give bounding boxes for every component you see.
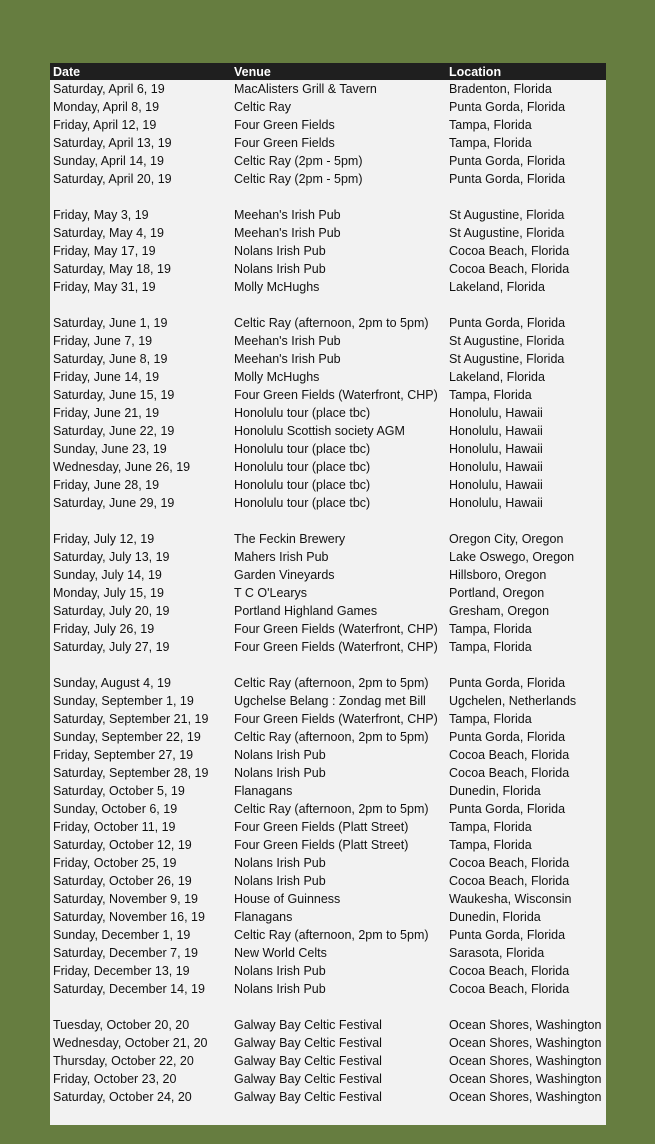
venue-cell: Four Green Fields (Waterfront, CHP) (234, 388, 438, 402)
date-cell: Friday, June 14, 19 (53, 370, 160, 384)
venue-cell: Galway Bay Celtic Festival (234, 1072, 382, 1086)
location-cell: Honolulu, Hawaii (449, 442, 543, 456)
table-row (50, 854, 606, 872)
date-cell: Saturday, October 24, 20 (53, 1090, 192, 1104)
date-cell: Saturday, May 4, 19 (53, 226, 164, 240)
venue-cell: Four Green Fields (Platt Street) (234, 820, 409, 834)
location-cell: St Augustine, Florida (449, 208, 565, 222)
table-row (50, 710, 606, 728)
venue-cell: Garden Vineyards (234, 568, 335, 582)
venue-cell: Four Green Fields (Platt Street) (234, 838, 409, 852)
location-cell: Punta Gorda, Florida (449, 928, 566, 942)
venue-cell: Honolulu tour (place tbc) (234, 478, 371, 492)
venue-cell: Meehan's Irish Pub (234, 352, 341, 366)
table-row (50, 494, 606, 512)
location-cell: Ocean Shores, Washington (449, 1054, 602, 1068)
venue-cell: Ugchelse Belang : Zondag met Bill (234, 694, 426, 708)
venue-cell: Nolans Irish Pub (234, 964, 326, 978)
table-row (50, 800, 606, 818)
table-row (50, 926, 606, 944)
table-row (50, 116, 606, 134)
table-row (50, 386, 606, 404)
table-row (50, 836, 606, 854)
location-cell: Punta Gorda, Florida (449, 676, 566, 690)
table-row (50, 242, 606, 260)
location-cell: Cocoa Beach, Florida (449, 856, 570, 870)
table-row (50, 746, 606, 764)
table-row (50, 674, 606, 692)
table-row (50, 1088, 606, 1106)
location-cell: Lakeland, Florida (449, 280, 545, 294)
table-row (50, 260, 606, 278)
location-cell: Tampa, Florida (449, 622, 532, 636)
venue-cell: Four Green Fields (234, 118, 335, 132)
venue-cell: Celtic Ray (afternoon, 2pm to 5pm) (234, 676, 429, 690)
table-row (50, 728, 606, 746)
location-cell: Cocoa Beach, Florida (449, 748, 570, 762)
date-cell: Saturday, June 1, 19 (53, 316, 168, 330)
location-cell: Punta Gorda, Florida (449, 730, 566, 744)
venue-cell: Molly McHughs (234, 370, 320, 384)
venue-cell: Meehan's Irish Pub (234, 226, 341, 240)
location-cell: Punta Gorda, Florida (449, 316, 566, 330)
date-cell: Friday, October 11, 19 (53, 820, 176, 834)
date-cell: Saturday, October 26, 19 (53, 874, 192, 888)
location-cell: Ocean Shores, Washington (449, 1018, 602, 1032)
venue-cell: MacAlisters Grill & Tavern (234, 82, 377, 96)
venue-cell: Portland Highland Games (234, 604, 378, 618)
date-cell: Wednesday, October 21, 20 (53, 1036, 208, 1050)
venue-cell: Nolans Irish Pub (234, 244, 326, 258)
blank-row (50, 656, 606, 674)
venue-cell: Galway Bay Celtic Festival (234, 1036, 382, 1050)
blank-row (50, 998, 606, 1016)
venue-cell: Mahers Irish Pub (234, 550, 329, 564)
table-row (50, 782, 606, 800)
table-row (50, 548, 606, 566)
date-cell: Sunday, August 4, 19 (53, 676, 171, 690)
venue-cell: Celtic Ray (afternoon, 2pm to 5pm) (234, 316, 429, 330)
location-cell: Tampa, Florida (449, 388, 532, 402)
date-cell: Saturday, June 29, 19 (53, 496, 175, 510)
venue-cell: Flanagans (234, 910, 293, 924)
venue-cell: Honolulu tour (place tbc) (234, 496, 371, 510)
table-row (50, 1052, 606, 1070)
table-row (50, 530, 606, 548)
venue-cell: Celtic Ray (2pm - 5pm) (234, 172, 363, 186)
venue-cell: Nolans Irish Pub (234, 262, 326, 276)
table-row (50, 278, 606, 296)
date-cell: Friday, July 12, 19 (53, 532, 155, 546)
table-row (50, 368, 606, 386)
date-cell: Sunday, July 14, 19 (53, 568, 162, 582)
date-cell: Saturday, October 5, 19 (53, 784, 185, 798)
date-cell: Sunday, December 1, 19 (53, 928, 191, 942)
venue-cell: Galway Bay Celtic Festival (234, 1054, 382, 1068)
location-cell: Dunedin, Florida (449, 784, 541, 798)
venue-cell: Honolulu tour (place tbc) (234, 460, 371, 474)
table-row (50, 152, 606, 170)
venue-cell: House of Guinness (234, 892, 341, 906)
location-cell: Ocean Shores, Washington (449, 1072, 602, 1086)
location-cell: St Augustine, Florida (449, 334, 565, 348)
date-cell: Friday, May 17, 19 (53, 244, 156, 258)
date-cell: Sunday, October 6, 19 (53, 802, 178, 816)
table-header (50, 63, 606, 80)
date-cell: Wednesday, June 26, 19 (53, 460, 191, 474)
table-row (50, 206, 606, 224)
date-cell: Saturday, April 6, 19 (53, 82, 165, 96)
table-row (50, 980, 606, 998)
date-cell: Friday, September 27, 19 (53, 748, 194, 762)
table-row (50, 890, 606, 908)
table-row (50, 98, 606, 116)
location-cell: St Augustine, Florida (449, 352, 565, 366)
date-cell: Sunday, September 22, 19 (53, 730, 201, 744)
location-cell: Oregon City, Oregon (449, 532, 564, 546)
venue-cell: The Feckin Brewery (234, 532, 346, 546)
venue-cell: Honolulu tour (place tbc) (234, 442, 371, 456)
venue-cell: Galway Bay Celtic Festival (234, 1018, 382, 1032)
date-cell: Saturday, October 12, 19 (53, 838, 192, 852)
location-cell: Lake Oswego, Oregon (449, 550, 575, 564)
location-cell: Tampa, Florida (449, 640, 532, 654)
date-cell: Sunday, April 14, 19 (53, 154, 164, 168)
location-cell: Tampa, Florida (449, 118, 532, 132)
table-row (50, 1070, 606, 1088)
table-row (50, 764, 606, 782)
table-row (50, 476, 606, 494)
venue-cell: Four Green Fields (234, 136, 335, 150)
table-row (50, 332, 606, 350)
location-cell: Dunedin, Florida (449, 910, 541, 924)
date-cell: Friday, December 13, 19 (53, 964, 190, 978)
venue-cell: Celtic Ray (2pm - 5pm) (234, 154, 363, 168)
date-cell: Saturday, September 21, 19 (53, 712, 209, 726)
date-cell: Friday, June 7, 19 (53, 334, 153, 348)
blank-row (50, 296, 606, 314)
venue-cell: Meehan's Irish Pub (234, 334, 341, 348)
table-row (50, 908, 606, 926)
date-cell: Saturday, December 7, 19 (53, 946, 198, 960)
header-date: Date (53, 64, 81, 79)
date-cell: Saturday, May 18, 19 (53, 262, 171, 276)
venue-cell: Celtic Ray (afternoon, 2pm to 5pm) (234, 730, 429, 744)
date-cell: Thursday, October 22, 20 (53, 1054, 194, 1068)
location-cell: Cocoa Beach, Florida (449, 964, 570, 978)
date-cell: Saturday, July 27, 19 (53, 640, 170, 654)
table-row (50, 134, 606, 152)
table-row (50, 224, 606, 242)
date-cell: Saturday, December 14, 19 (53, 982, 205, 996)
location-cell: Tampa, Florida (449, 136, 532, 150)
table-row (50, 404, 606, 422)
location-cell: Punta Gorda, Florida (449, 154, 566, 168)
table-row (50, 818, 606, 836)
table-row (50, 620, 606, 638)
schedule-table (50, 63, 606, 1125)
date-cell: Friday, May 3, 19 (53, 208, 149, 222)
date-cell: Saturday, June 15, 19 (53, 388, 175, 402)
table-row (50, 1016, 606, 1034)
date-cell: Saturday, June 8, 19 (53, 352, 168, 366)
header-location: Location (449, 64, 502, 79)
table-row (50, 944, 606, 962)
location-cell: Cocoa Beach, Florida (449, 874, 570, 888)
venue-cell: Four Green Fields (Waterfront, CHP) (234, 712, 438, 726)
table-body (50, 80, 606, 1106)
date-cell: Tuesday, October 20, 20 (53, 1018, 190, 1032)
location-cell: Hillsboro, Oregon (449, 568, 547, 582)
venue-cell: Galway Bay Celtic Festival (234, 1090, 382, 1104)
location-cell: Lakeland, Florida (449, 370, 545, 384)
location-cell: Honolulu, Hawaii (449, 406, 543, 420)
date-cell: Saturday, July 20, 19 (53, 604, 170, 618)
table-row (50, 566, 606, 584)
date-cell: Saturday, November 16, 19 (53, 910, 205, 924)
location-cell: Cocoa Beach, Florida (449, 244, 570, 258)
location-cell: Tampa, Florida (449, 712, 532, 726)
location-cell: Honolulu, Hawaii (449, 460, 543, 474)
location-cell: Punta Gorda, Florida (449, 802, 566, 816)
table-row (50, 440, 606, 458)
location-cell: Tampa, Florida (449, 820, 532, 834)
location-cell: Waukesha, Wisconsin (449, 892, 572, 906)
location-cell: Ocean Shores, Washington (449, 1090, 602, 1104)
date-cell: Sunday, September 1, 19 (53, 694, 194, 708)
table-row (50, 584, 606, 602)
date-cell: Saturday, November 9, 19 (53, 892, 198, 906)
venue-cell: Four Green Fields (Waterfront, CHP) (234, 640, 438, 654)
date-cell: Friday, October 25, 19 (53, 856, 177, 870)
location-cell: Punta Gorda, Florida (449, 172, 566, 186)
date-cell: Monday, July 15, 19 (53, 586, 164, 600)
venue-cell: Celtic Ray (afternoon, 2pm to 5pm) (234, 802, 429, 816)
location-cell: Punta Gorda, Florida (449, 100, 566, 114)
location-cell: Cocoa Beach, Florida (449, 262, 570, 276)
venue-cell: Flanagans (234, 784, 293, 798)
venue-cell: Nolans Irish Pub (234, 766, 326, 780)
date-cell: Friday, October 23, 20 (53, 1072, 177, 1086)
venue-cell: T C O'Learys (234, 586, 308, 600)
location-cell: Honolulu, Hawaii (449, 478, 543, 492)
date-cell: Friday, May 31, 19 (53, 280, 156, 294)
location-cell: Bradenton, Florida (449, 82, 552, 96)
table-row (50, 638, 606, 656)
date-cell: Saturday, April 13, 19 (53, 136, 172, 150)
blank-row (50, 188, 606, 206)
date-cell: Friday, April 12, 19 (53, 118, 157, 132)
location-cell: Gresham, Oregon (449, 604, 550, 618)
venue-cell: Nolans Irish Pub (234, 748, 326, 762)
venue-cell: Honolulu tour (place tbc) (234, 406, 371, 420)
table-row (50, 314, 606, 332)
date-cell: Friday, June 21, 19 (53, 406, 160, 420)
table-row (50, 962, 606, 980)
date-cell: Friday, June 28, 19 (53, 478, 160, 492)
venue-cell: Honolulu Scottish society AGM (234, 424, 405, 438)
date-cell: Sunday, June 23, 19 (53, 442, 167, 456)
venue-cell: Molly McHughs (234, 280, 320, 294)
venue-cell: Meehan's Irish Pub (234, 208, 341, 222)
location-cell: Sarasota, Florida (449, 946, 545, 960)
table-row (50, 350, 606, 368)
date-cell: Saturday, July 13, 19 (53, 550, 170, 564)
location-cell: St Augustine, Florida (449, 226, 565, 240)
table-row (50, 80, 606, 98)
location-cell: Honolulu, Hawaii (449, 496, 543, 510)
location-cell: Ocean Shores, Washington (449, 1036, 602, 1050)
date-cell: Friday, July 26, 19 (53, 622, 155, 636)
location-cell: Cocoa Beach, Florida (449, 982, 570, 996)
location-cell: Cocoa Beach, Florida (449, 766, 570, 780)
location-cell: Tampa, Florida (449, 838, 532, 852)
date-cell: Saturday, September 28, 19 (53, 766, 209, 780)
date-cell: Saturday, April 20, 19 (53, 172, 172, 186)
date-cell: Monday, April 8, 19 (53, 100, 160, 114)
date-cell: Saturday, June 22, 19 (53, 424, 175, 438)
header-venue: Venue (234, 64, 271, 79)
venue-cell: Nolans Irish Pub (234, 982, 326, 996)
location-cell: Ugchelen, Netherlands (449, 694, 577, 708)
table-row (50, 872, 606, 890)
table-row (50, 602, 606, 620)
table-row (50, 1034, 606, 1052)
venue-cell: Celtic Ray (afternoon, 2pm to 5pm) (234, 928, 429, 942)
location-cell: Honolulu, Hawaii (449, 424, 543, 438)
venue-cell: Nolans Irish Pub (234, 856, 326, 870)
blank-row (50, 512, 606, 530)
table-row (50, 170, 606, 188)
location-cell: Portland, Oregon (449, 586, 545, 600)
venue-cell: Four Green Fields (Waterfront, CHP) (234, 622, 438, 636)
table-row (50, 458, 606, 476)
venue-cell: Nolans Irish Pub (234, 874, 326, 888)
venue-cell: Celtic Ray (234, 100, 291, 114)
venue-cell: New World Celts (234, 946, 327, 960)
table-row (50, 422, 606, 440)
table-row (50, 692, 606, 710)
